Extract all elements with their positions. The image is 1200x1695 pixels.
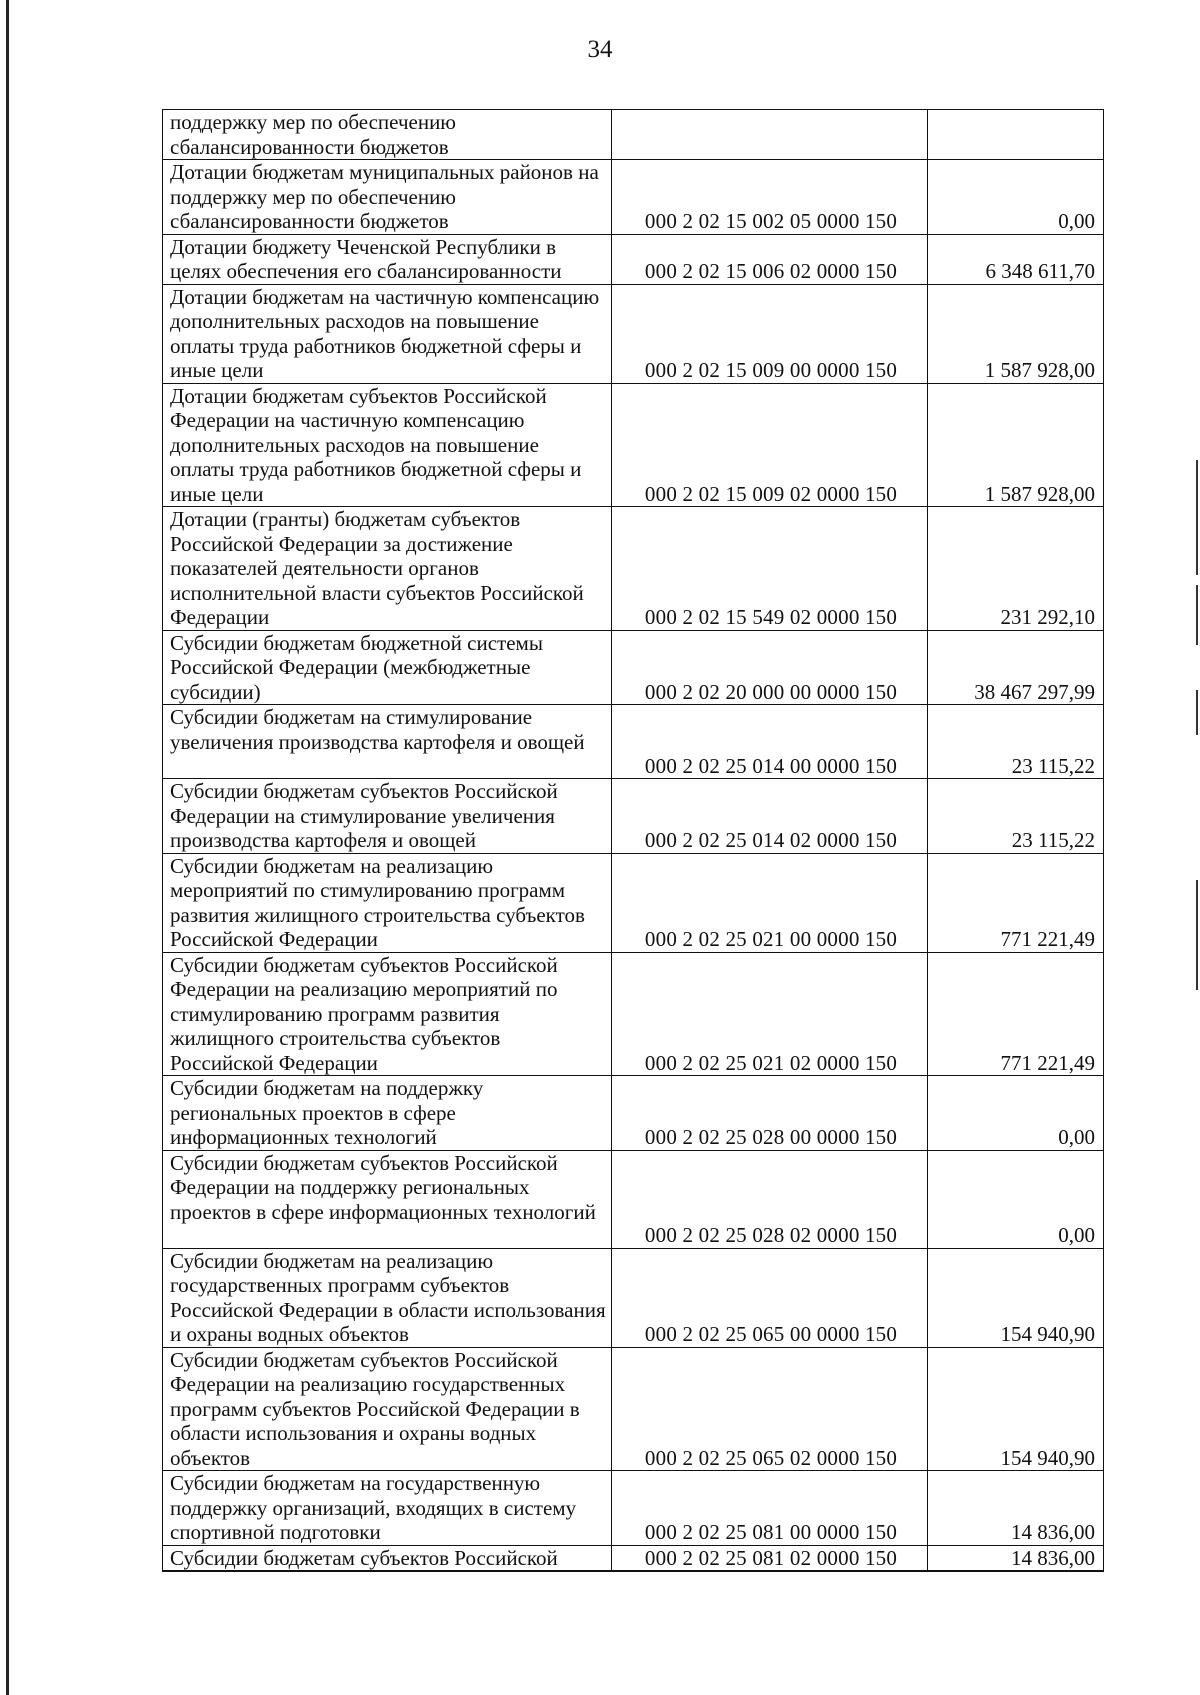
row-name: Субсидии бюджетам бюджетной системы Российской Федерации (межбюджетные субсидии) (163, 630, 612, 705)
row-amount: 1 587 928,00 (928, 284, 1104, 383)
table-row (163, 1545, 1104, 1571)
row-code: 000 2 02 25 021 02 0000 150 (612, 952, 928, 1076)
row-name: Субсидии бюджетам на реализацию государственных программ субъектов Российской Федерации в области использования и охраны водных объектов (163, 1248, 612, 1347)
row-amount: 14 836,00 (928, 1471, 1104, 1546)
row-amount: 154 940,90 (928, 1248, 1104, 1347)
row-amount: 14 836,00 (928, 1545, 1104, 1571)
table-row (163, 1076, 1104, 1151)
row-name: Дотации бюджетам субъектов Российской Федерации на частичную компенсацию дополнительных расходов на повышение оплаты труда работников бюджетной сферы и иные цели (163, 383, 612, 507)
row-name: Субсидии бюджетам субъектов Российской Федерации на реализацию государственных программ субъектов Российской Федерации в области использования и охраны водных объектов (163, 1347, 612, 1471)
row-code: 000 2 02 25 021 00 0000 150 (612, 853, 928, 952)
table-row (163, 383, 1104, 507)
scan-right-edge-mark (1196, 690, 1198, 735)
scan-right-edge-mark (1196, 880, 1198, 990)
row-code: 000 2 02 15 549 02 0000 150 (612, 507, 928, 631)
row-code: 000 2 02 25 014 00 0000 150 (612, 705, 928, 779)
row-name: Субсидии бюджетам на реализацию мероприятий по стимулированию программ развития жилищного строительства субъектов Российской Федерации (163, 853, 612, 952)
table-row (163, 630, 1104, 705)
row-amount: 0,00 (928, 160, 1104, 235)
row-amount: 771 221,49 (928, 853, 1104, 952)
row-amount: 23 115,22 (928, 779, 1104, 854)
row-name: Субсидии бюджетам субъектов Российской Федерации на поддержку региональных проектов в сфере информационных технологий (163, 1150, 612, 1248)
row-name: Субсидии бюджетам субъектов Российской Федерации на стимулирование увеличения производства картофеля и овощей (163, 779, 612, 854)
table-row (163, 1150, 1104, 1248)
row-code: 000 2 02 25 028 02 0000 150 (612, 1150, 928, 1248)
row-code: 000 2 02 20 000 00 0000 150 (612, 630, 928, 705)
row-amount: 6 348 611,70 (928, 234, 1104, 284)
table-row (163, 110, 1104, 160)
row-name: Субсидии бюджетам на государственную поддержку организаций, входящих в систему спортивной подготовки (163, 1471, 612, 1546)
row-amount: 1 587 928,00 (928, 383, 1104, 507)
row-code: 000 2 02 25 081 02 0000 150 (612, 1545, 928, 1571)
row-amount: 154 940,90 (928, 1347, 1104, 1471)
row-code: 000 2 02 25 014 02 0000 150 (612, 779, 928, 854)
table-row (163, 853, 1104, 952)
row-name: Дотации бюджету Чеченской Республики в целях обеспечения его сбалансированности (163, 234, 612, 284)
table-row (163, 1347, 1104, 1471)
table-row (163, 1248, 1104, 1347)
row-code: 000 2 02 25 028 00 0000 150 (612, 1076, 928, 1151)
row-amount: 231 292,10 (928, 507, 1104, 631)
row-name: Дотации бюджетам на частичную компенсацию дополнительных расходов на повышение оплаты труда работников бюджетной сферы и иные цели (163, 284, 612, 383)
scan-left-edge (6, 0, 9, 1695)
row-name: Дотации бюджетам муниципальных районов на поддержку мер по обеспечению сбалансированности бюджетов (163, 160, 612, 235)
row-amount: 23 115,22 (928, 705, 1104, 779)
row-amount: 771 221,49 (928, 952, 1104, 1076)
row-code: 000 2 02 15 009 00 0000 150 (612, 284, 928, 383)
row-name: Субсидии бюджетам субъектов Российской (163, 1545, 612, 1571)
scan-right-edge-mark (1196, 460, 1198, 575)
row-name: Субсидии бюджетам на стимулирование увеличения производства картофеля и овощей (163, 705, 612, 779)
row-amount (928, 110, 1104, 160)
row-name: Субсидии бюджетам на поддержку региональных проектов в сфере информационных технологий (163, 1076, 612, 1151)
row-code: 000 2 02 15 002 05 0000 150 (612, 160, 928, 235)
table-row (163, 779, 1104, 854)
table-row (163, 160, 1104, 235)
table-row (163, 507, 1104, 631)
row-code: 000 2 02 15 006 02 0000 150 (612, 234, 928, 284)
row-code: 000 2 02 25 065 00 0000 150 (612, 1248, 928, 1347)
row-code (612, 110, 928, 160)
table-row (163, 284, 1104, 383)
page-number: 34 (587, 36, 613, 63)
row-amount: 38 467 297,99 (928, 630, 1104, 705)
budget-table (162, 109, 1104, 1572)
row-code: 000 2 02 15 009 02 0000 150 (612, 383, 928, 507)
row-code: 000 2 02 25 081 00 0000 150 (612, 1471, 928, 1546)
row-code: 000 2 02 25 065 02 0000 150 (612, 1347, 928, 1471)
row-amount: 0,00 (928, 1076, 1104, 1151)
table-row (163, 1471, 1104, 1546)
table-row (163, 705, 1104, 779)
scan-right-edge-mark (1196, 585, 1198, 645)
row-name: Дотации (гранты) бюджетам субъектов Российской Федерации за достижение показателей деятельности органов исполнительной власти субъектов Российской Федерации (163, 507, 612, 631)
row-name: поддержку мер по обеспечению сбалансированности бюджетов (163, 110, 612, 160)
table-row (163, 234, 1104, 284)
row-name: Субсидии бюджетам субъектов Российской Федерации на реализацию мероприятий по стимулированию программ развития жилищного строительства субъектов Российской Федерации (163, 952, 612, 1076)
table-row (163, 952, 1104, 1076)
row-amount: 0,00 (928, 1150, 1104, 1248)
